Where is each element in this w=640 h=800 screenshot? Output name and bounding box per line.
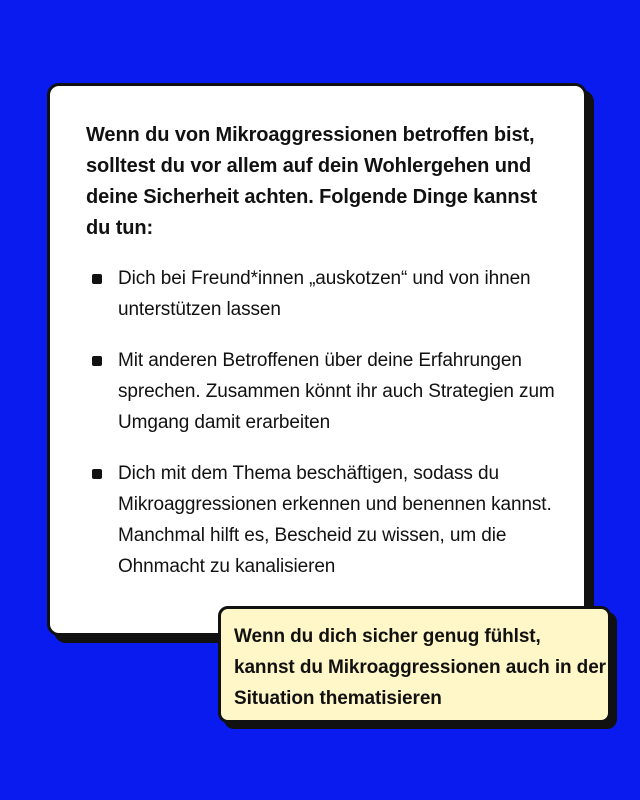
callout-text: Wenn du dich sicher genug fühlst, kannst du Mikroaggressionen auch in der Situation thematisieren xyxy=(234,626,606,709)
tip-text: Dich bei Freund*innen „auskotzen“ und von ihnen unterstützen lassen xyxy=(118,268,531,320)
bullet-icon xyxy=(92,469,102,479)
info-card xyxy=(47,83,587,636)
tip-text: Mit anderen Betroffenen über deine Erfahrungen sprechen. Zusammen könnt ihr auch Strategien zum Umgang damit erarbeiten xyxy=(118,350,555,433)
list-item xyxy=(86,458,556,582)
list-item xyxy=(86,345,556,438)
tip-list xyxy=(86,263,556,602)
bullet-icon xyxy=(92,274,102,284)
intro-text: Wenn du von Mikroaggressionen betroffen bist, solltest du vor allem auf dein Wohlergehen und deine Sicherheit achten. Folgende Dinge kannst du tun: xyxy=(86,124,538,239)
bullet-icon xyxy=(92,356,102,366)
list-item xyxy=(86,263,556,325)
tip-text: Dich mit dem Thema beschäftigen, sodass du Mikroaggressionen erkennen und benennen kannst. Manchmal hilft es, Bescheid zu wissen, um die Ohnmacht zu kanalisieren xyxy=(118,463,552,577)
callout-box xyxy=(218,606,611,723)
